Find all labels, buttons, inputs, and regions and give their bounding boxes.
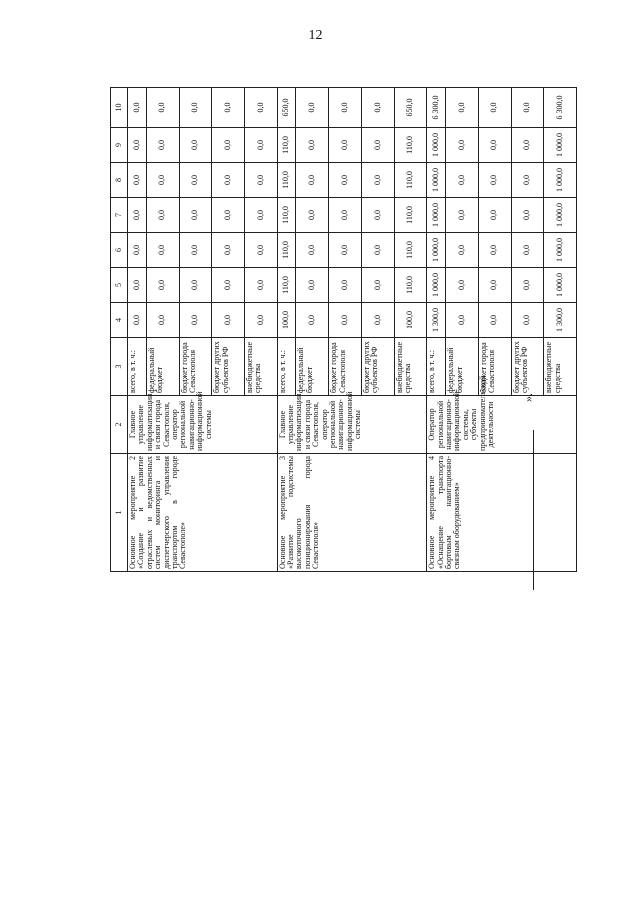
value-cell: 0,0 <box>478 233 511 268</box>
value-cell: 0,0 <box>361 233 394 268</box>
funding-source-cell: всего, в т. ч.: <box>277 338 296 396</box>
value-cell: 0,0 <box>511 88 544 128</box>
value-cell: 0,0 <box>511 198 544 233</box>
funding-source-cell: бюджет города Севастополя <box>478 338 511 396</box>
value-cell: 0,0 <box>329 88 362 128</box>
value-cell: 0,0 <box>244 303 277 338</box>
value-cell: 650,0 <box>394 88 427 128</box>
header-cell: 8 <box>111 163 128 198</box>
value-cell: 0,0 <box>179 88 212 128</box>
value-cell: 0,0 <box>446 198 479 233</box>
value-cell: 0,0 <box>128 268 147 303</box>
table-row <box>427 88 446 572</box>
value-cell: 0,0 <box>244 268 277 303</box>
value-cell: 0,0 <box>478 163 511 198</box>
value-cell: 0,0 <box>446 268 479 303</box>
header-cell: 4 <box>111 303 128 338</box>
value-cell: 0,0 <box>179 303 212 338</box>
value-cell: 0,0 <box>128 163 147 198</box>
value-cell: 0,0 <box>179 233 212 268</box>
value-cell: 0,0 <box>128 198 147 233</box>
value-cell: 1 000,0 <box>544 128 577 163</box>
funding-source-cell: бюджет города Севастополя <box>179 338 212 396</box>
value-cell: 110,0 <box>394 198 427 233</box>
value-cell: 110,0 <box>277 128 296 163</box>
value-cell: 0,0 <box>446 128 479 163</box>
value-cell: 0,0 <box>511 303 544 338</box>
funding-source-cell: бюджет других субъектов РФ <box>212 338 245 396</box>
value-cell: 6 300,0 <box>427 88 446 128</box>
value-cell: 0,0 <box>329 233 362 268</box>
value-cell: 1 000,0 <box>544 163 577 198</box>
value-cell: 0,0 <box>128 88 147 128</box>
value-cell: 0,0 <box>146 198 179 233</box>
value-cell: 1 000,0 <box>544 198 577 233</box>
value-cell: 0,0 <box>179 128 212 163</box>
end-mark: ». <box>521 393 535 402</box>
value-cell: 0,0 <box>361 128 394 163</box>
header-cell: 10 <box>111 88 128 128</box>
value-cell: 0,0 <box>212 303 245 338</box>
header-cell: 2 <box>111 396 128 454</box>
value-cell: 0,0 <box>329 268 362 303</box>
value-cell: 0,0 <box>329 163 362 198</box>
funding-source-cell: внебюджетные средства <box>244 338 277 396</box>
value-cell: 0,0 <box>146 268 179 303</box>
funding-source-cell: внебюджетные средства <box>394 338 427 396</box>
value-cell: 0,0 <box>478 128 511 163</box>
value-cell: 0,0 <box>296 128 329 163</box>
value-cell: 0,0 <box>212 88 245 128</box>
value-cell: 0,0 <box>146 88 179 128</box>
value-cell: 6 300,0 <box>544 88 577 128</box>
measure-title-cell: Основное мероприятие 4 «Оснащение транспорта бортовым навигационно-связным оборудованием» <box>427 454 577 572</box>
value-cell: 0,0 <box>296 163 329 198</box>
value-cell: 0,0 <box>212 268 245 303</box>
value-cell: 0,0 <box>296 233 329 268</box>
value-cell: 0,0 <box>329 128 362 163</box>
header-cell: 1 <box>111 454 128 572</box>
value-cell: 110,0 <box>394 268 427 303</box>
value-cell: 0,0 <box>511 163 544 198</box>
value-cell: 0,0 <box>179 163 212 198</box>
value-cell: 0,0 <box>511 233 544 268</box>
value-cell: 0,0 <box>329 303 362 338</box>
value-cell: 1 300,0 <box>427 303 446 338</box>
value-cell: 1 000,0 <box>427 128 446 163</box>
value-cell: 100,0 <box>277 303 296 338</box>
value-cell: 0,0 <box>244 88 277 128</box>
value-cell: 0,0 <box>146 303 179 338</box>
value-cell: 1 000,0 <box>427 268 446 303</box>
table-row <box>128 88 147 572</box>
value-cell: 0,0 <box>244 233 277 268</box>
value-cell: 0,0 <box>146 233 179 268</box>
funding-source-cell: всего, в т. ч.: <box>427 338 446 396</box>
header-cell: 6 <box>111 233 128 268</box>
value-cell: 110,0 <box>277 198 296 233</box>
value-cell: 110,0 <box>277 163 296 198</box>
value-cell: 0,0 <box>446 233 479 268</box>
value-cell: 0,0 <box>361 198 394 233</box>
financing-table <box>110 87 577 572</box>
executor-cell: Главное управление информатизации и связи города Севастополя, оператор региональной навигационно-информационной системы <box>277 396 427 454</box>
funding-source-cell: федеральный бюджет <box>146 338 179 396</box>
value-cell: 0,0 <box>146 128 179 163</box>
value-cell: 0,0 <box>296 88 329 128</box>
end-line <box>533 430 534 590</box>
value-cell: 110,0 <box>394 233 427 268</box>
value-cell: 0,0 <box>244 163 277 198</box>
value-cell: 1 000,0 <box>544 233 577 268</box>
header-cell: 7 <box>111 198 128 233</box>
funding-source-cell: бюджет других субъектов РФ <box>361 338 394 396</box>
value-cell: 0,0 <box>212 233 245 268</box>
value-cell: 0,0 <box>511 268 544 303</box>
value-cell: 0,0 <box>179 198 212 233</box>
value-cell: 0,0 <box>244 198 277 233</box>
funding-source-cell: всего, в т. ч.: <box>128 338 147 396</box>
value-cell: 0,0 <box>244 128 277 163</box>
value-cell: 0,0 <box>361 303 394 338</box>
table-row <box>277 88 296 572</box>
value-cell: 0,0 <box>361 268 394 303</box>
funding-source-cell: бюджет других субъектов РФ <box>511 338 544 396</box>
value-cell: 0,0 <box>296 198 329 233</box>
value-cell: 1 000,0 <box>427 198 446 233</box>
value-cell: 0,0 <box>296 268 329 303</box>
value-cell: 0,0 <box>478 88 511 128</box>
value-cell: 0,0 <box>446 303 479 338</box>
funding-source-cell: бюджет города Севастополя <box>329 338 362 396</box>
funding-source-cell: федеральный бюджет <box>296 338 329 396</box>
header-row <box>111 88 128 572</box>
value-cell: 0,0 <box>296 303 329 338</box>
value-cell: 0,0 <box>361 163 394 198</box>
funding-source-cell: внебюджетные средства <box>544 338 577 396</box>
value-cell: 650,0 <box>277 88 296 128</box>
value-cell: 0,0 <box>128 233 147 268</box>
value-cell: 0,0 <box>478 268 511 303</box>
value-cell: 1 000,0 <box>544 268 577 303</box>
value-cell: 1 000,0 <box>427 163 446 198</box>
executor-cell: Оператор региональной навигационно-информационной системы, субъекты предпринимательской деятельности <box>427 396 577 454</box>
value-cell: 0,0 <box>146 163 179 198</box>
value-cell: 0,0 <box>212 198 245 233</box>
value-cell: 0,0 <box>446 163 479 198</box>
value-cell: 0,0 <box>329 198 362 233</box>
value-cell: 110,0 <box>277 268 296 303</box>
value-cell: 0,0 <box>361 88 394 128</box>
value-cell: 0,0 <box>478 198 511 233</box>
value-cell: 0,0 <box>212 163 245 198</box>
value-cell: 0,0 <box>128 128 147 163</box>
rotated-table-area <box>110 88 577 572</box>
value-cell: 0,0 <box>128 303 147 338</box>
measure-title-cell: Основное мероприятие 3 «Развитие подсистемы высокоточного позиционирования города Севастополя» <box>277 454 427 572</box>
value-cell: 110,0 <box>277 233 296 268</box>
value-cell: 1 300,0 <box>544 303 577 338</box>
value-cell: 0,0 <box>511 128 544 163</box>
value-cell: 0,0 <box>478 303 511 338</box>
header-cell: 5 <box>111 268 128 303</box>
value-cell: 100,0 <box>394 303 427 338</box>
measure-title-cell: Основное мероприятие 2 «Создание и развитие отраслевых и ведомственных систем мониторинга и диспетчерского управления транспортом в городе Севастополе» <box>128 454 278 572</box>
value-cell: 0,0 <box>446 88 479 128</box>
value-cell: 1 000,0 <box>427 233 446 268</box>
value-cell: 0,0 <box>212 128 245 163</box>
value-cell: 110,0 <box>394 128 427 163</box>
executor-cell: Главное управление информатизации и связи города Севастополя, оператор региональной навигационно-информационной системы <box>128 396 278 454</box>
funding-source-cell: федеральный бюджет <box>446 338 479 396</box>
header-cell: 3 <box>111 338 128 396</box>
page-number: 12 <box>308 28 323 43</box>
header-cell: 9 <box>111 128 128 163</box>
value-cell: 0,0 <box>179 268 212 303</box>
value-cell: 110,0 <box>394 163 427 198</box>
